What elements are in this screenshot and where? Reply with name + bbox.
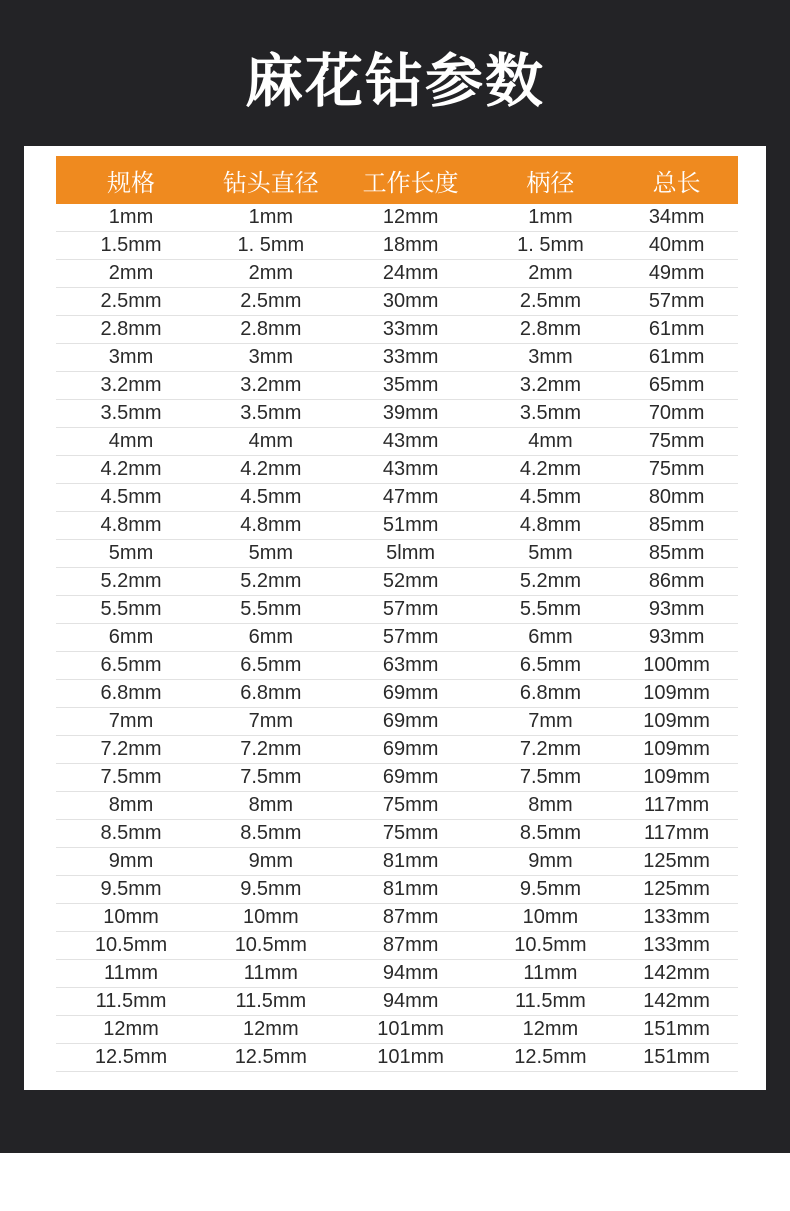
cell-working-length: 47mm [336,484,486,512]
cell-working-length: 101mm [336,1044,486,1072]
cell-spec: 4.8mm [56,512,206,540]
cell-spec: 2mm [56,260,206,288]
cell-shank-diameter: 3mm [486,344,616,372]
table-row [56,428,738,456]
cell-bit-diameter: 8.5mm [206,820,336,848]
cell-shank-diameter: 7mm [486,708,616,736]
cell-shank-diameter: 3.2mm [486,372,616,400]
table-row [56,680,738,708]
cell-bit-diameter: 6.5mm [206,652,336,680]
cell-bit-diameter: 2mm [206,260,336,288]
cell-total-length: 93mm [615,596,738,624]
cell-total-length: 142mm [615,988,738,1016]
cell-spec: 11.5mm [56,988,206,1016]
cell-working-length: 24mm [336,260,486,288]
cell-bit-diameter: 8mm [206,792,336,820]
cell-shank-diameter: 9mm [486,848,616,876]
cell-spec: 4.2mm [56,456,206,484]
cell-shank-diameter: 4.2mm [486,456,616,484]
cell-working-length: 5lmm [336,540,486,568]
cell-total-length: 80mm [615,484,738,512]
cell-working-length: 69mm [336,708,486,736]
header-spec: 规格 [56,156,206,204]
table-row [56,596,738,624]
cell-shank-diameter: 11.5mm [486,988,616,1016]
table-row [56,904,738,932]
cell-shank-diameter: 2.8mm [486,316,616,344]
cell-bit-diameter: 6mm [206,624,336,652]
cell-spec: 5mm [56,540,206,568]
cell-bit-diameter: 11mm [206,960,336,988]
cell-shank-diameter: 4mm [486,428,616,456]
cell-bit-diameter: 5.2mm [206,568,336,596]
cell-bit-diameter: 7.2mm [206,736,336,764]
cell-working-length: 81mm [336,876,486,904]
table-row [56,456,738,484]
table-row [56,512,738,540]
cell-working-length: 33mm [336,344,486,372]
cell-spec: 4mm [56,428,206,456]
cell-working-length: 35mm [336,372,486,400]
cell-total-length: 109mm [615,708,738,736]
cell-shank-diameter: 1mm [486,204,616,232]
cell-total-length: 86mm [615,568,738,596]
cell-total-length: 133mm [615,904,738,932]
cell-working-length: 81mm [336,848,486,876]
table-row [56,344,738,372]
cell-total-length: 109mm [615,736,738,764]
cell-shank-diameter: 7.5mm [486,764,616,792]
cell-bit-diameter: 11.5mm [206,988,336,1016]
table-row [56,736,738,764]
cell-spec: 6mm [56,624,206,652]
cell-shank-diameter: 6mm [486,624,616,652]
cell-working-length: 57mm [336,596,486,624]
table-row [56,988,738,1016]
cell-total-length: 125mm [615,876,738,904]
cell-bit-diameter: 7mm [206,708,336,736]
cell-shank-diameter: 12mm [486,1016,616,1044]
cell-shank-diameter: 10.5mm [486,932,616,960]
cell-working-length: 30mm [336,288,486,316]
header-row [56,156,738,204]
cell-bit-diameter: 6.8mm [206,680,336,708]
cell-total-length: 100mm [615,652,738,680]
cell-spec: 1mm [56,204,206,232]
cell-working-length: 94mm [336,988,486,1016]
cell-bit-diameter: 12mm [206,1016,336,1044]
cell-bit-diameter: 3.2mm [206,372,336,400]
cell-shank-diameter: 8mm [486,792,616,820]
cell-spec: 8mm [56,792,206,820]
spec-table [56,156,738,1072]
cell-spec: 9mm [56,848,206,876]
cell-bit-diameter: 9.5mm [206,876,336,904]
cell-spec: 10mm [56,904,206,932]
cell-spec: 9.5mm [56,876,206,904]
cell-shank-diameter: 4.8mm [486,512,616,540]
cell-shank-diameter: 12.5mm [486,1044,616,1072]
cell-spec: 12mm [56,1016,206,1044]
cell-bit-diameter: 7.5mm [206,764,336,792]
table-row [56,400,738,428]
table-row [56,1016,738,1044]
cell-spec: 6.5mm [56,652,206,680]
cell-working-length: 43mm [336,428,486,456]
table-row [56,624,738,652]
cell-working-length: 57mm [336,624,486,652]
cell-spec: 3.5mm [56,400,206,428]
cell-bit-diameter: 9mm [206,848,336,876]
cell-shank-diameter: 6.5mm [486,652,616,680]
cell-shank-diameter: 9.5mm [486,876,616,904]
cell-bit-diameter: 4mm [206,428,336,456]
cell-working-length: 51mm [336,512,486,540]
cell-bit-diameter: 4.2mm [206,456,336,484]
cell-working-length: 69mm [336,736,486,764]
cell-total-length: 151mm [615,1016,738,1044]
cell-working-length: 101mm [336,1016,486,1044]
cell-total-length: 142mm [615,960,738,988]
cell-spec: 3.2mm [56,372,206,400]
cell-bit-diameter: 10.5mm [206,932,336,960]
table-row [56,820,738,848]
cell-spec: 12.5mm [56,1044,206,1072]
cell-total-length: 57mm [615,288,738,316]
cell-total-length: 34mm [615,204,738,232]
cell-total-length: 109mm [615,764,738,792]
table-row [56,204,738,232]
cell-shank-diameter: 2.5mm [486,288,616,316]
table-row [56,708,738,736]
cell-total-length: 75mm [615,428,738,456]
cell-spec: 7mm [56,708,206,736]
cell-shank-diameter: 7.2mm [486,736,616,764]
cell-working-length: 94mm [336,960,486,988]
cell-bit-diameter: 4.8mm [206,512,336,540]
cell-spec: 7.5mm [56,764,206,792]
cell-shank-diameter: 10mm [486,904,616,932]
table-row [56,764,738,792]
cell-working-length: 33mm [336,316,486,344]
cell-working-length: 39mm [336,400,486,428]
cell-shank-diameter: 5.5mm [486,596,616,624]
header-working-length: 工作长度 [336,156,486,204]
cell-spec: 5.2mm [56,568,206,596]
cell-spec: 11mm [56,960,206,988]
cell-bit-diameter: 2.5mm [206,288,336,316]
cell-bit-diameter: 1mm [206,204,336,232]
cell-spec: 10.5mm [56,932,206,960]
table-row [56,652,738,680]
header-bit-diameter: 钻头直径 [206,156,336,204]
cell-total-length: 125mm [615,848,738,876]
cell-spec: 2.8mm [56,316,206,344]
cell-working-length: 63mm [336,652,486,680]
cell-bit-diameter: 4.5mm [206,484,336,512]
cell-total-length: 85mm [615,540,738,568]
cell-total-length: 133mm [615,932,738,960]
cell-total-length: 93mm [615,624,738,652]
cell-total-length: 109mm [615,680,738,708]
table-row [56,792,738,820]
cell-bit-diameter: 5mm [206,540,336,568]
cell-shank-diameter: 11mm [486,960,616,988]
cell-total-length: 49mm [615,260,738,288]
table-row [56,288,738,316]
cell-working-length: 69mm [336,680,486,708]
cell-spec: 5.5mm [56,596,206,624]
cell-total-length: 40mm [615,232,738,260]
cell-spec: 1.5mm [56,232,206,260]
header-total-length: 总长 [615,156,738,204]
table-row [56,1044,738,1072]
cell-spec: 6.8mm [56,680,206,708]
cell-working-length: 87mm [336,904,486,932]
table-row [56,568,738,596]
table-row [56,260,738,288]
spec-table-header [56,156,738,204]
cell-total-length: 65mm [615,372,738,400]
cell-shank-diameter: 6.8mm [486,680,616,708]
cell-working-length: 12mm [336,204,486,232]
table-row [56,876,738,904]
table-row [56,372,738,400]
table-row [56,848,738,876]
cell-working-length: 18mm [336,232,486,260]
cell-total-length: 61mm [615,344,738,372]
cell-bit-diameter: 3.5mm [206,400,336,428]
cell-total-length: 70mm [615,400,738,428]
table-row [56,316,738,344]
cell-spec: 8.5mm [56,820,206,848]
cell-total-length: 85mm [615,512,738,540]
header-shank-diameter: 柄径 [486,156,616,204]
cell-shank-diameter: 8.5mm [486,820,616,848]
cell-total-length: 151mm [615,1044,738,1072]
cell-shank-diameter: 1. 5mm [486,232,616,260]
table-row [56,484,738,512]
cell-working-length: 52mm [336,568,486,596]
spec-table-body [56,204,738,1072]
cell-shank-diameter: 5.2mm [486,568,616,596]
cell-spec: 2.5mm [56,288,206,316]
cell-spec: 4.5mm [56,484,206,512]
cell-shank-diameter: 4.5mm [486,484,616,512]
table-row [56,540,738,568]
cell-shank-diameter: 3.5mm [486,400,616,428]
cell-total-length: 117mm [615,792,738,820]
cell-working-length: 69mm [336,764,486,792]
cell-spec: 3mm [56,344,206,372]
cell-bit-diameter: 12.5mm [206,1044,336,1072]
page-title: 麻花钻参数 [244,47,545,115]
cell-bit-diameter: 10mm [206,904,336,932]
cell-shank-diameter: 5mm [486,540,616,568]
cell-bit-diameter: 2.8mm [206,316,336,344]
cell-working-length: 75mm [336,820,486,848]
cell-bit-diameter: 5.5mm [206,596,336,624]
cell-spec: 7.2mm [56,736,206,764]
spec-table-panel [24,146,766,1090]
cell-working-length: 75mm [336,792,486,820]
cell-working-length: 87mm [336,932,486,960]
cell-total-length: 117mm [615,820,738,848]
table-row [56,932,738,960]
cell-shank-diameter: 2mm [486,260,616,288]
cell-working-length: 43mm [336,456,486,484]
cell-total-length: 75mm [615,456,738,484]
cell-bit-diameter: 1. 5mm [206,232,336,260]
table-row [56,960,738,988]
table-row [56,232,738,260]
cell-bit-diameter: 3mm [206,344,336,372]
cell-total-length: 61mm [615,316,738,344]
